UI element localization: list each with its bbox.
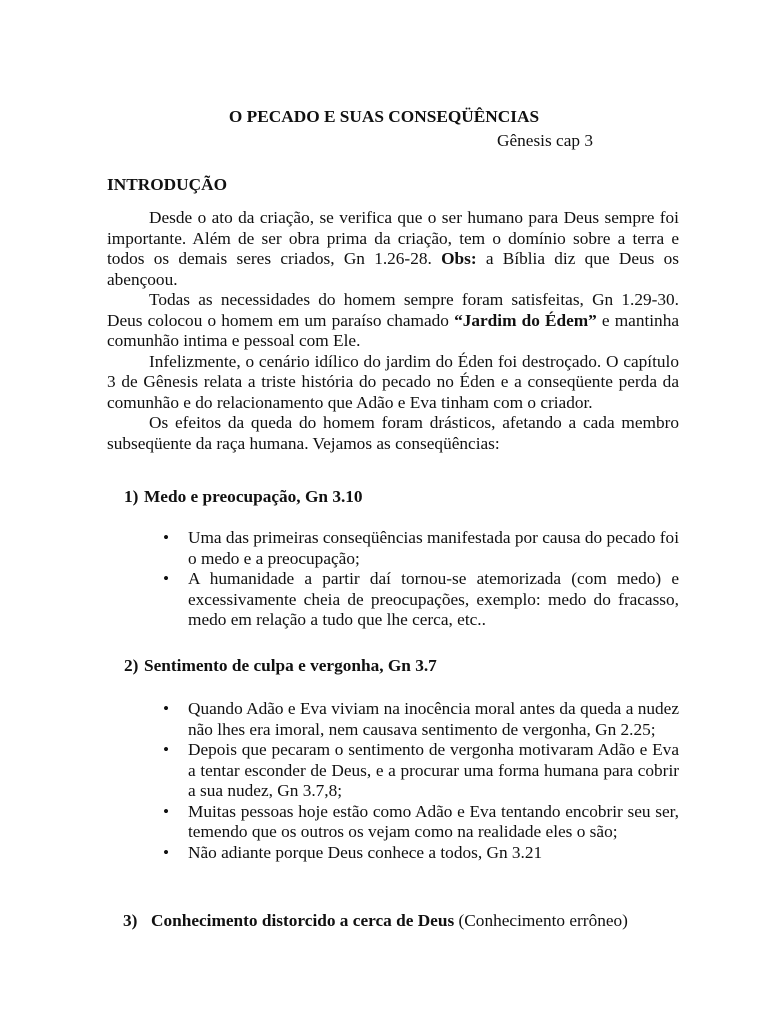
intro-p1-end: a Bíblia diz que Deus os abençoou. — [107, 249, 680, 289]
section-number: 3) — [123, 911, 138, 930]
list-item — [163, 740, 679, 802]
section-1-heading — [124, 487, 363, 507]
section-number: 2) — [124, 656, 139, 675]
section-title: Medo e preocupação, Gn 3.10 — [144, 487, 363, 506]
list-item — [163, 699, 679, 740]
section-title: Conhecimento distorcido a cerca de Deus — [151, 911, 455, 930]
list-item — [163, 528, 679, 569]
section-1-bullets — [163, 528, 679, 631]
intro-p1-bold: Obs: — [441, 249, 477, 268]
intro-paragraph-3: Infelizmente, o cenário idílico do jardim do Éden foi destroçado. O capítulo 3 de Gênesis relata a triste história do pecado no Éden e a conseqüente perda da comunhão e do relacionamento que Adão e Eva tinham com o criador. — [107, 351, 679, 412]
bullet-icon: • — [163, 801, 170, 821]
list-item-text: Muitas pessoas hoje estão como Adão e Eva tentando encobrir seu ser, temendo que os outros os vejam como na realidade eles o são; — [188, 801, 679, 841]
bullet-icon: • — [163, 528, 170, 547]
section-title: Sentimento de culpa e vergonha, Gn 3.7 — [144, 656, 437, 675]
list-item-text: Uma das primeiras conseqüências manifestada por causa do pecado foi o medo e a preocupação; — [188, 528, 679, 568]
section-2-bullets — [163, 699, 679, 863]
list-item — [163, 843, 679, 864]
intro-paragraph-1 — [107, 208, 679, 290]
intro-paragraph-4: Os efeitos da queda do homem foram drásticos, afetando a cada membro subseqüente da raça humana. Vejamos as conseqüências: — [107, 413, 679, 453]
document-title: O PECADO E SUAS CONSEQÜÊNCIAS — [228, 107, 540, 126]
intro-heading: INTRODUÇÃO — [107, 175, 228, 194]
bullet-icon: • — [163, 699, 170, 718]
bullet-icon: • — [163, 842, 170, 862]
list-item-text: Depois que pecaram o sentimento de vergonha motivaram Adão e Eva a tentar esconder de Deus, e a procurar uma forma humana para cobrir a sua nudez, Gn 3.7,8; — [188, 740, 679, 800]
list-item-text: A humanidade a partir daí tornou-se atemorizada (com medo) e excessivamente cheia de preocupações, exemplo: medo do fracasso, medo em relação a tudo que lhe cerca, etc.. — [188, 569, 679, 629]
section-2-heading — [124, 656, 437, 676]
intro-p1-text: Desde o ato da criação, se verifica que o ser humano para Deus sempre foi importante. Além de ser obra prima da criação, tem o domínio sobre a terra e todos os demais seres criados, Gn 1.26-28. — [107, 208, 679, 268]
intro-paragraph-2 — [107, 290, 679, 352]
bullet-icon: • — [163, 569, 170, 588]
intro-p2-bold: “Jardim do Édem” — [454, 310, 597, 330]
section-note: (Conhecimento errôneo) — [454, 911, 628, 930]
list-item — [163, 802, 679, 843]
intro-p2-text: Todas as necessidades do homem sempre foram satisfeitas, Gn 1.29-30. Deus colocou o homem em um paraíso chamado — [107, 290, 679, 330]
section-number: 1) — [124, 487, 139, 506]
bullet-icon: • — [163, 740, 170, 759]
intro-body — [107, 208, 679, 454]
list-item-text: Não adiante porque Deus conhece a todos, Gn 3.21 — [188, 842, 543, 862]
document-subtitle: Gênesis cap 3 — [497, 131, 593, 150]
intro-p2-end: e mantinha comunhão intima e pessoal com Ele. — [107, 310, 680, 350]
section-3-heading — [123, 911, 628, 931]
list-item-text: Quando Adão e Eva viviam na inocência moral antes da queda a nudez não lhes era imoral, nem causava sentimento de vergonha, Gn 2.25; — [188, 699, 679, 739]
list-item — [163, 569, 679, 631]
